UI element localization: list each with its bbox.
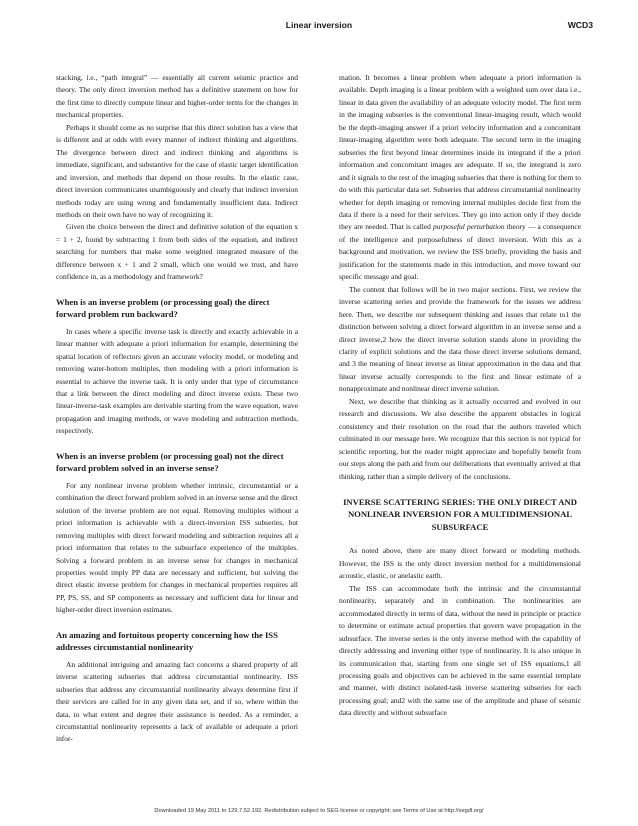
- paragraph: stacking, i.e., “path integral” — essentially all current seismic practice and theory. The only direct inversion method has a definitive statement on how for the first time to directly compute linear and higher-order terms for the changes in mechanical properties.: [56, 73, 298, 120]
- right-column: [339, 72, 581, 720]
- paragraph: Next, we describe that thinking as it actually occurred and evolved in our research and discussions. We also describe the apparent obstacles in logical consistency and their resolution on the road that the authors traveled which culminated in our message here. We recognize that this section is not typical for scientific reporting, but the reader might appreciate and hopefully benefit from our steps along the path and from our deliberations that eventually arrived at that thinking, rather than a simple delivery of the conclusions.: [339, 396, 581, 481]
- paragraph: [339, 72, 581, 284]
- paragraph: As noted above, there are many direct forward or modeling methods. However, the ISS is the only direct inversion method for a multidimensional acoustic, elastic, or anelastic earth.: [339, 546, 581, 581]
- paragraph: The content that follows will be in two major sections. First, we review the inverse scattering series and provide the framework for the issues we address here. Then, we describe our subsequent thinking and issues that relate to1 the distinction between solving a direct forward algorithm in an inverse sense and a direct inverse,2 how the direct inverse solution stands alone in providing the clarity of explicit solutions and the data those direct inverse solutions demand, and 3 the meaning of linear inverse as linear approximation in the data and that linear inverse actually corresponds to the first and linear estimate of a nonapproximate and nonlinear direct inverse solution.: [339, 284, 581, 394]
- journal-code: WCD3: [567, 20, 593, 30]
- section-heading: INVERSE SCATTERING SERIES: THE ONLY DIRECT AND NONLINEAR INVERSION FOR A MULTIDIMENSIONAL SUBSURFACE: [343, 496, 577, 532]
- running-title: Linear inversion: [285, 20, 353, 30]
- section-heading: An amazing and fortuitous property concerning how the ISS addresses circumstantial nonlinearity: [56, 629, 278, 652]
- section-heading: When is an inverse problem (or processing goal) the direct forward problem run backward?: [56, 296, 270, 319]
- paragraph: In cases where a specific inverse task is directly and exactly achievable in a linear manner with adequate a priori information for example, determining the spatial location of reflectors given an accurate velocity model, or modeling and removing water-bottom multiples, then modeling with a priori information is essential to achieve the inverse task. It is only under that type of circumstance that a link between the direct modeling and direct inverse exists. These two linear-inverse-task examples are derivable starting from the wave equation, wave propagation and imaging methods, or wave modeling and subtraction methods, respectively.: [56, 326, 298, 436]
- paragraph: For any nonlinear inverse problem whether intrinsic, circumstantial or a combination the direct forward problem solved in an inverse sense and the direct solution of the inverse problem are not equal. Removing multiples without a priori information is achievable with a direct-inversion ISS subseries, but removing multiples with direct forward modeling and subtraction requires all a priori information that relates to the subsurface experience of the multiples. Solving a forward problem in an inverse sense for changes in mechanical properties would imply PP data are necessary and sufficient, but solving the direct elastic inverse problem for changes in mechanical properties requires all PP, PS, SS, and SP components as necessary and sufficient data for linear and higher-order direct inversion estimates.: [56, 480, 298, 615]
- paragraph: An additional intriguing and amazing fact concerns a shared property of all inverse scattering subseries that address circumstantial nonlinearity. ISS subseries that address any circumstantial nonlinearity always determine first if their services are called for in any given data set, and if so, where within the data, to what extent and degree their assistance is needed. As a reminder, a circumstantial nonlinearity represents a lack of available or adequate a priori infor-: [56, 659, 298, 744]
- running-header: [0, 20, 638, 34]
- paragraph: The ISS can accommodate both the intrinsic and the circumstantial nonlinearity, separately and in combination. The nonlinearities are accommodated directly in terms of data, without the need in principle or practice to determine or estimate actual properties that govern wave propagation in the subsurface. The inverse series is the only inverse method with the capability of directly addressing and inverting either type of nonlinearity. It is also unique in its communication that, starting from one single set of ISS equations,1 all processing goals and objectives can be achieved in the same essential template and manner, with distinct isolated-task inverse scattering subseries for each processing goal; and2 with the same use of the amplitude and phase of seismic data directly and without subsurface: [339, 583, 581, 718]
- paragraph-text: mation. It becomes a linear problem when adequate a priori information is available. Depth imaging is a linear problem with a weighted sum over data i.e., linear in data given the availability of an adequate velocity model. The first term in the imaging subseries is the conventional linear-imaging result, which would be the depth-imaging answer if a priori velocity information and a concomitant linear-imaging algorithm were both adequate. The second term in the imaging subseries the first beyond linear determines inside its integrand if the a priori information and concomitant images are adequate. If so, the integrand is zero and it signals to the rest of the imaging subseries that there is nothing for them to do with this particular data set. Subseries that address circumstantial nonlinearity whether for depth imaging or removing internal multiples decide first from the data if there is a need for their services. They go into action only if they decide they are needed. That is called: [339, 73, 581, 232]
- section-heading: When is an inverse problem (or processing goal) not the direct forward problem solved in an inverse sense?: [56, 450, 284, 473]
- paragraph: Perhaps it should come as no surprise that this direct solution has a view that is different and at odds with every manner of indirect thinking and algorithms. The divergence between direct and indirect thinking and algorithms is immediate, significant, and substantive for the case of elastic target identification and inversion, and methods that depend on those results. In the elastic case, direct inversion communicates unambiguously and clearly that indirect inversion methods today are using wrong and fundamentally insufficient data. Indirect methods on their own have no way of recognizing it.: [56, 122, 298, 219]
- download-footer: Downloaded 19 May 2011 to 129.7.52.192. Redistribution subject to SEG license or copyright; see Terms of Use at http://segdl.org/: [154, 808, 484, 814]
- paragraph-text: theory — a consequence of the intelligence and purposefulness of direct inversion. With this as a background and motivation, we review the ISS briefly, providing the basis and justification for the statements made in this introduction, and move toward our specific message and goal.: [339, 222, 582, 282]
- paragraph: Given the choice between the direct and definitive solution of the equation x = 1 + 2, found by subtracting 1 from both sides of the equation, and indirect searching for numbers that make some weighted integrated measure of the difference between x + 1 and 2 small, which one would we trust, and have confidence in, as a methodology and framework?: [56, 222, 298, 282]
- emphasized-term: purposeful perturbation: [433, 222, 505, 232]
- left-column: [56, 72, 298, 746]
